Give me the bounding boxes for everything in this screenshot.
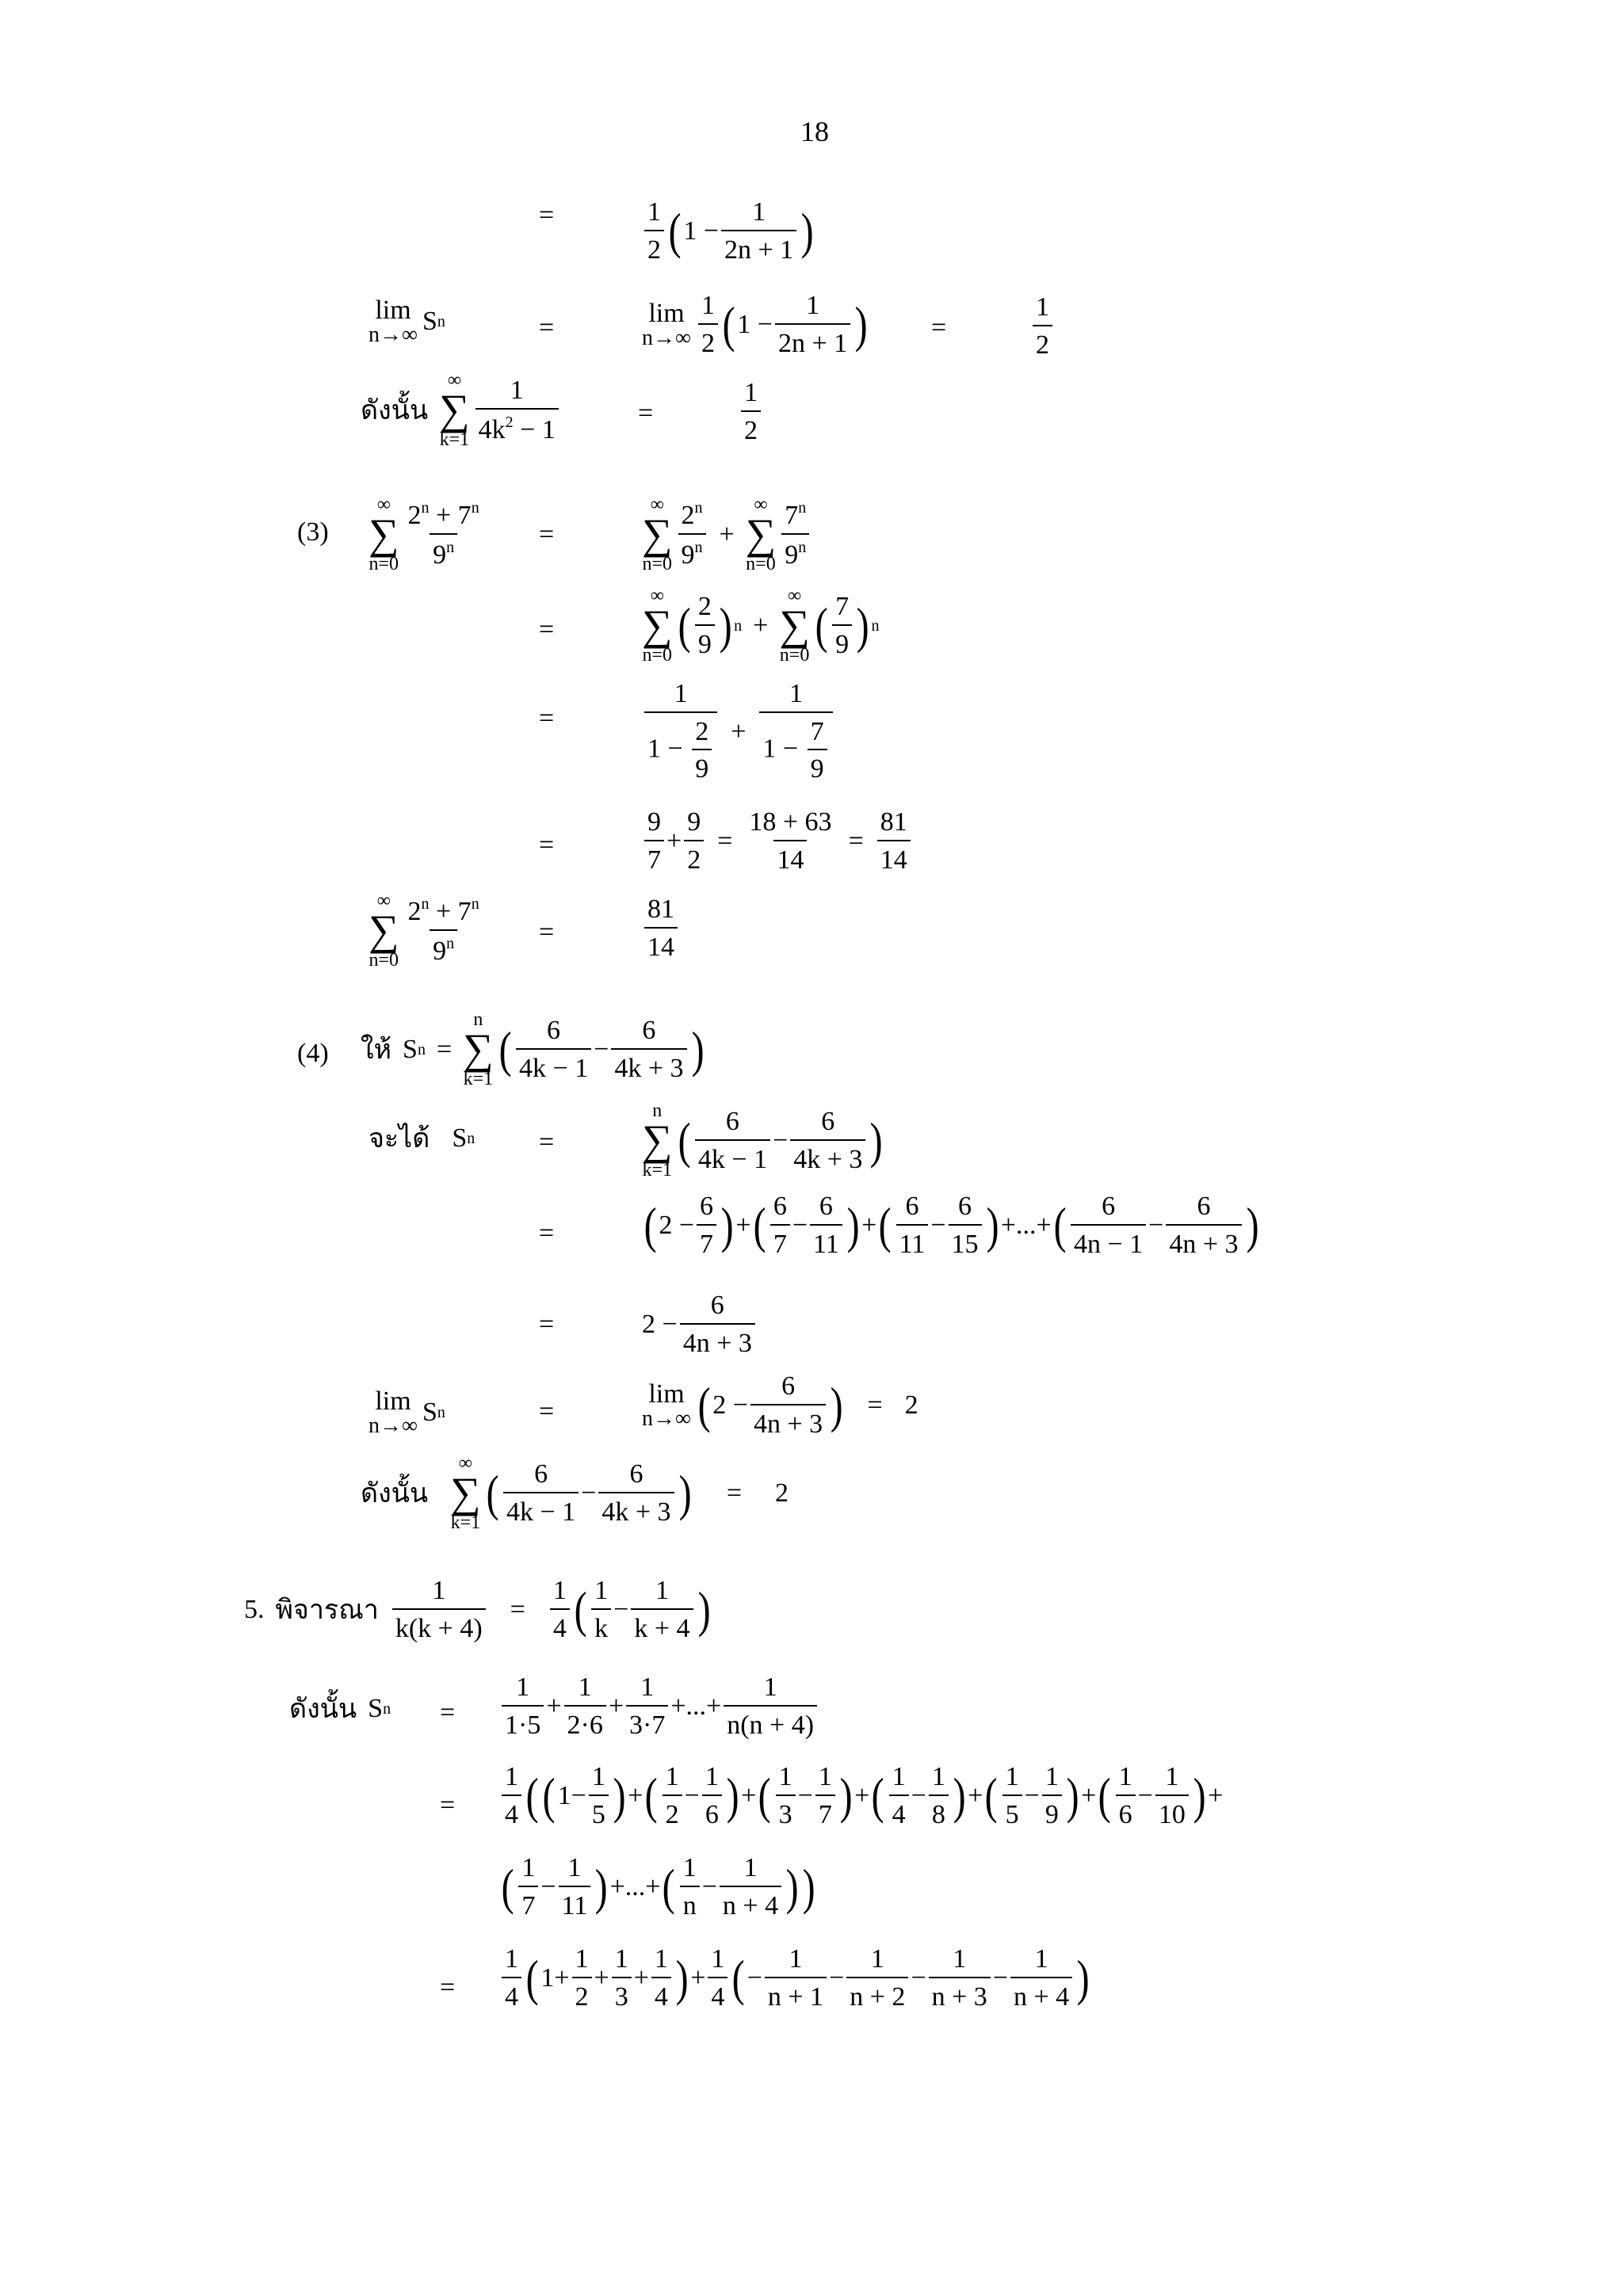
- equals-sign: =: [931, 313, 947, 342]
- equals-sign: =: [539, 830, 555, 860]
- item-label-5: 5.: [244, 1594, 265, 1624]
- equals-sign: =: [539, 1219, 555, 1248]
- problem-5-simplified: $\frac{1}{4}$ ( 1+ $\frac{1}{2}$ + $\frac{1}{3}$ + $\frac{1}{4}$ ) + $\frac{1}{4}$ ( − $\frac{1}{n + 1}$ − $\frac{1}{n + 2}$ − $\frac{1}{n + 3}$ − $\frac{1}{n + 4}$ ): [499, 1945, 1092, 2011]
- problem-5-sn-label: ดังนั้น S n: [289, 1693, 391, 1725]
- series-3-split: ∞ ∑ n=0 $\frac{2^n}{9^n}$ + ∞ ∑ n=0 $\frac{7^n}{9^n}$: [642, 495, 812, 574]
- conclusion-value-1: $\frac{1}{2}$: [739, 379, 763, 444]
- thai-let: ให้: [361, 1033, 392, 1066]
- series-3-arithmetic: $\frac{9}{7}$ + $\frac{9}{2}$ = $\frac{18 + 63}{14}$ = $\frac{81}{14}$: [642, 808, 913, 874]
- equals-sign: =: [539, 313, 555, 342]
- equals-sign: =: [638, 399, 654, 428]
- equals-sign: =: [539, 1397, 555, 1426]
- problem-5-statement: 5. พิจารณา $\frac{1}{k(k + 4)}$ = $\frac{1}{4}$ ( $\frac{1}{k}$ − $\frac{1}{k + 4}$ ): [244, 1576, 711, 1643]
- item-4-limit-expr: lim n→∞ ( 2 − $\frac{6}{4n + 3}$ ) = 2: [642, 1371, 918, 1439]
- series-3-result: $\frac{81}{14}$: [642, 895, 680, 961]
- thai-therefore: ดังนั้น: [361, 1477, 429, 1509]
- thai-get: จะได้: [369, 1123, 430, 1154]
- equals-sign: =: [539, 200, 555, 230]
- item-4-sum: n ∑ k=1 ( $\frac{6}{4k - 1}$ − $\frac{6}{4k + 3}$ ): [642, 1100, 884, 1181]
- problem-5-sum: $\frac{1}{1\cdot 5}$ + $\frac{1}{2\cdot 6}$ + $\frac{1}{3\cdot 7}$ +...+ $\frac{1}{n(n + 4)}$: [499, 1673, 819, 1739]
- limit-line: lim n→∞ S n: [369, 296, 445, 347]
- limit-expr: lim n→∞ $\frac{1}{2}$ ( 1 − $\frac{1}{2n + 1}$ ): [642, 291, 868, 358]
- item-label-4: (4): [297, 1039, 329, 1068]
- equals-sign: =: [539, 615, 555, 644]
- series-3-sum-formula: 1 1 − $\frac{2}{9}$ + 1 1 − $\frac{7}{9}$: [642, 680, 835, 784]
- item-4-conclusion: ดังนั้น ∞ ∑ k=1 ( $\frac{6}{4k - 1}$ − $\frac{6}{4k + 3}$ ) = 2: [361, 1453, 789, 1534]
- expr-1: $\frac{1}{2}$ ( 1 − $\frac{1}{2n + 1}$ ): [642, 198, 816, 264]
- series-3-result-lhs: ∞ ∑ n=0 $\frac{2^n + 7^n}{9^n}$: [369, 891, 479, 971]
- thai-therefore: ดังนั้น: [289, 1693, 357, 1725]
- problem-5-expanded-1: $\frac{1}{4}$ ( ( 1− $\frac{1}{5}$ ) + ( $\frac{1}{2}$ − $\frac{1}{6}$ ) + ( $\frac{1}{3}$ − $\frac{1}{7}$ ) + ( $\frac{1}{4}$ − $\frac{1}{8}$ ) + ( $\frac{1}{5}$ − $\frac{1}{9}$ ) + ( $\frac{1}{6}$ − $\frac{1}{10}$ ) +: [499, 1763, 1223, 1829]
- item-4-telescoping: ( 2 − $\frac{6}{7}$ ) + ( $\frac{6}{7}$ − $\frac{6}{11}$ ) + ( $\frac{6}{11}$ − $\frac{6}{15}$ ) +...+ ( $\frac{6}{4n - 1}$ − $\frac{6}{4n + 3}$ ): [643, 1192, 1259, 1259]
- item-label-3: (3): [297, 517, 329, 547]
- limit-result: $\frac{1}{2}$: [1030, 293, 1055, 359]
- equals-sign: =: [539, 1310, 555, 1339]
- item-4-get-label: จะได้ S n: [369, 1123, 475, 1154]
- item-4-closed-form: 2 − $\frac{6}{4n + 3}$: [642, 1291, 758, 1357]
- item-4-limit-lhs: lim n→∞ S n: [369, 1386, 445, 1438]
- thai-consider: พิจารณา: [275, 1593, 379, 1626]
- page-number: 18: [800, 116, 829, 147]
- equals-sign: =: [440, 1973, 456, 2002]
- equals-sign: =: [539, 704, 555, 733]
- equals-sign: =: [539, 520, 555, 549]
- problem-5-expanded-2: ( $\frac{1}{7}$ − $\frac{1}{11}$ ) +...+ ( $\frac{1}{n}$ − $\frac{1}{n + 4}$ ) ): [501, 1853, 816, 1920]
- series-3-lhs: ∞ ∑ n=0 $\frac{2^n + 7^n}{9^n}$: [369, 494, 479, 575]
- equals-sign: =: [539, 917, 555, 947]
- item-4-definition: ให้ S n = n ∑ k=1 ( $\frac{6}{4k - 1}$ − $\frac{6}{4k + 3}$ ): [361, 1009, 705, 1090]
- equals-sign: =: [440, 1791, 456, 1820]
- series-3-geometric: ∞ ∑ n=0 ( $\frac{2}{9}$ ) n + ∞ ∑ n=0 ( $\frac{7}{9}$ ) n: [642, 585, 880, 666]
- equals-sign: =: [440, 1698, 456, 1727]
- conclusion-line-1: ดังนั้น ∞ ∑ k=1 $\frac{1}{4k^2 - 1}$: [361, 371, 561, 449]
- thai-therefore: ดังนั้น: [361, 394, 429, 426]
- line-1: [539, 202, 554, 229]
- equals-sign: =: [539, 1127, 555, 1157]
